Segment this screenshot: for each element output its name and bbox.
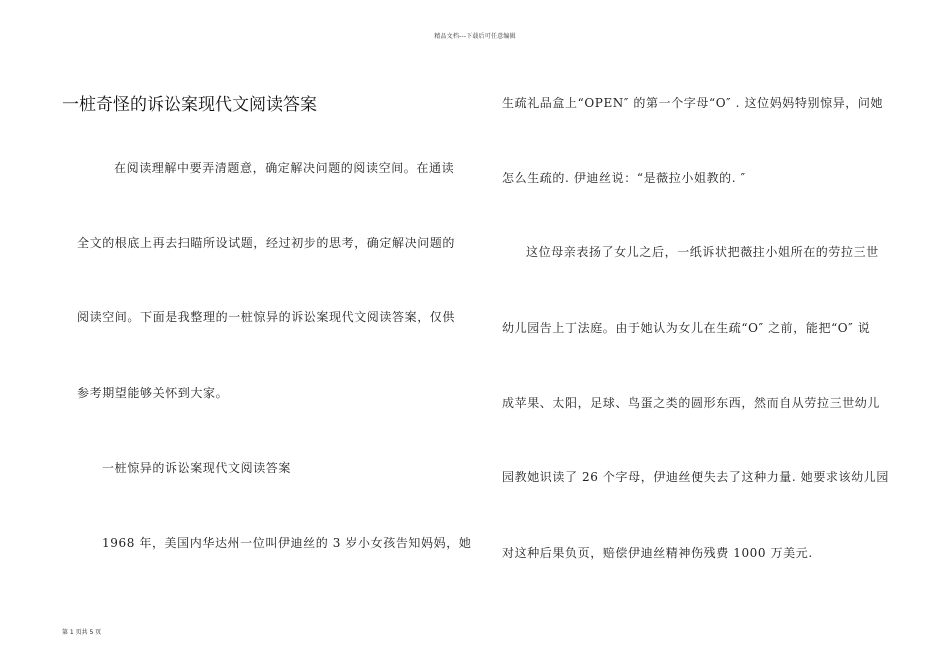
right-line-2: 怎么生疏的. 伊迪丝说：“是薇拉小姐教的. ″: [502, 171, 746, 185]
left-line-4: 参考期望能够关怀到大家。: [77, 386, 229, 400]
page-number: 第 1 页共 5 页: [62, 629, 102, 636]
right-line-1: 生疏礼品盒上“OPEN″ 的第一个字母“O″ . 这位妈妈特别惊异，问她: [502, 96, 884, 110]
right-line-5: 成苹果、太阳，足球、鸟蛋之类的圆形东西，然而自从劳拉三世幼儿: [502, 396, 881, 410]
right-line-4: 幼儿园告上丁法庭。由于她认为女儿在生疏“O″ 之前，能把“O″ 说: [502, 321, 871, 335]
page-header-note: 精品文档---下载后可任意编辑: [434, 33, 516, 40]
left-line-1: 在阅读理解中要弄清题意，确定解决问题的阅读空间。在通读: [114, 161, 455, 175]
left-subheading: 一桩惊异的诉讼案现代文阅读答案: [102, 461, 292, 475]
left-line-3: 阅读空间。下面是我整理的一桩惊异的诉讼案现代文阅读答案，仅供: [77, 310, 456, 324]
left-line-6: 1968 年，美国内华达州一位叫伊迪丝的 3 岁小女孩告知妈妈，她: [102, 536, 472, 550]
left-line-2: 全文的根底上再去扫瞄所设试题，经过初步的思考，确定解决问题的: [77, 236, 456, 250]
right-line-7: 对这种后果负页，赔偿伊迪丝精神伤残费 1000 万美元.: [502, 546, 813, 560]
right-line-3: 这位母亲表扬了女儿之后，一纸诉状把薇拄小姐所在的劳拉三世: [526, 245, 879, 259]
right-line-6: 园教她识读了 26 个字母，伊迪丝便失去了这种力量. 她要求该幼儿园: [502, 470, 889, 484]
document-title: 一桩奇怪的诉讼案现代文阅读答案: [62, 95, 317, 115]
